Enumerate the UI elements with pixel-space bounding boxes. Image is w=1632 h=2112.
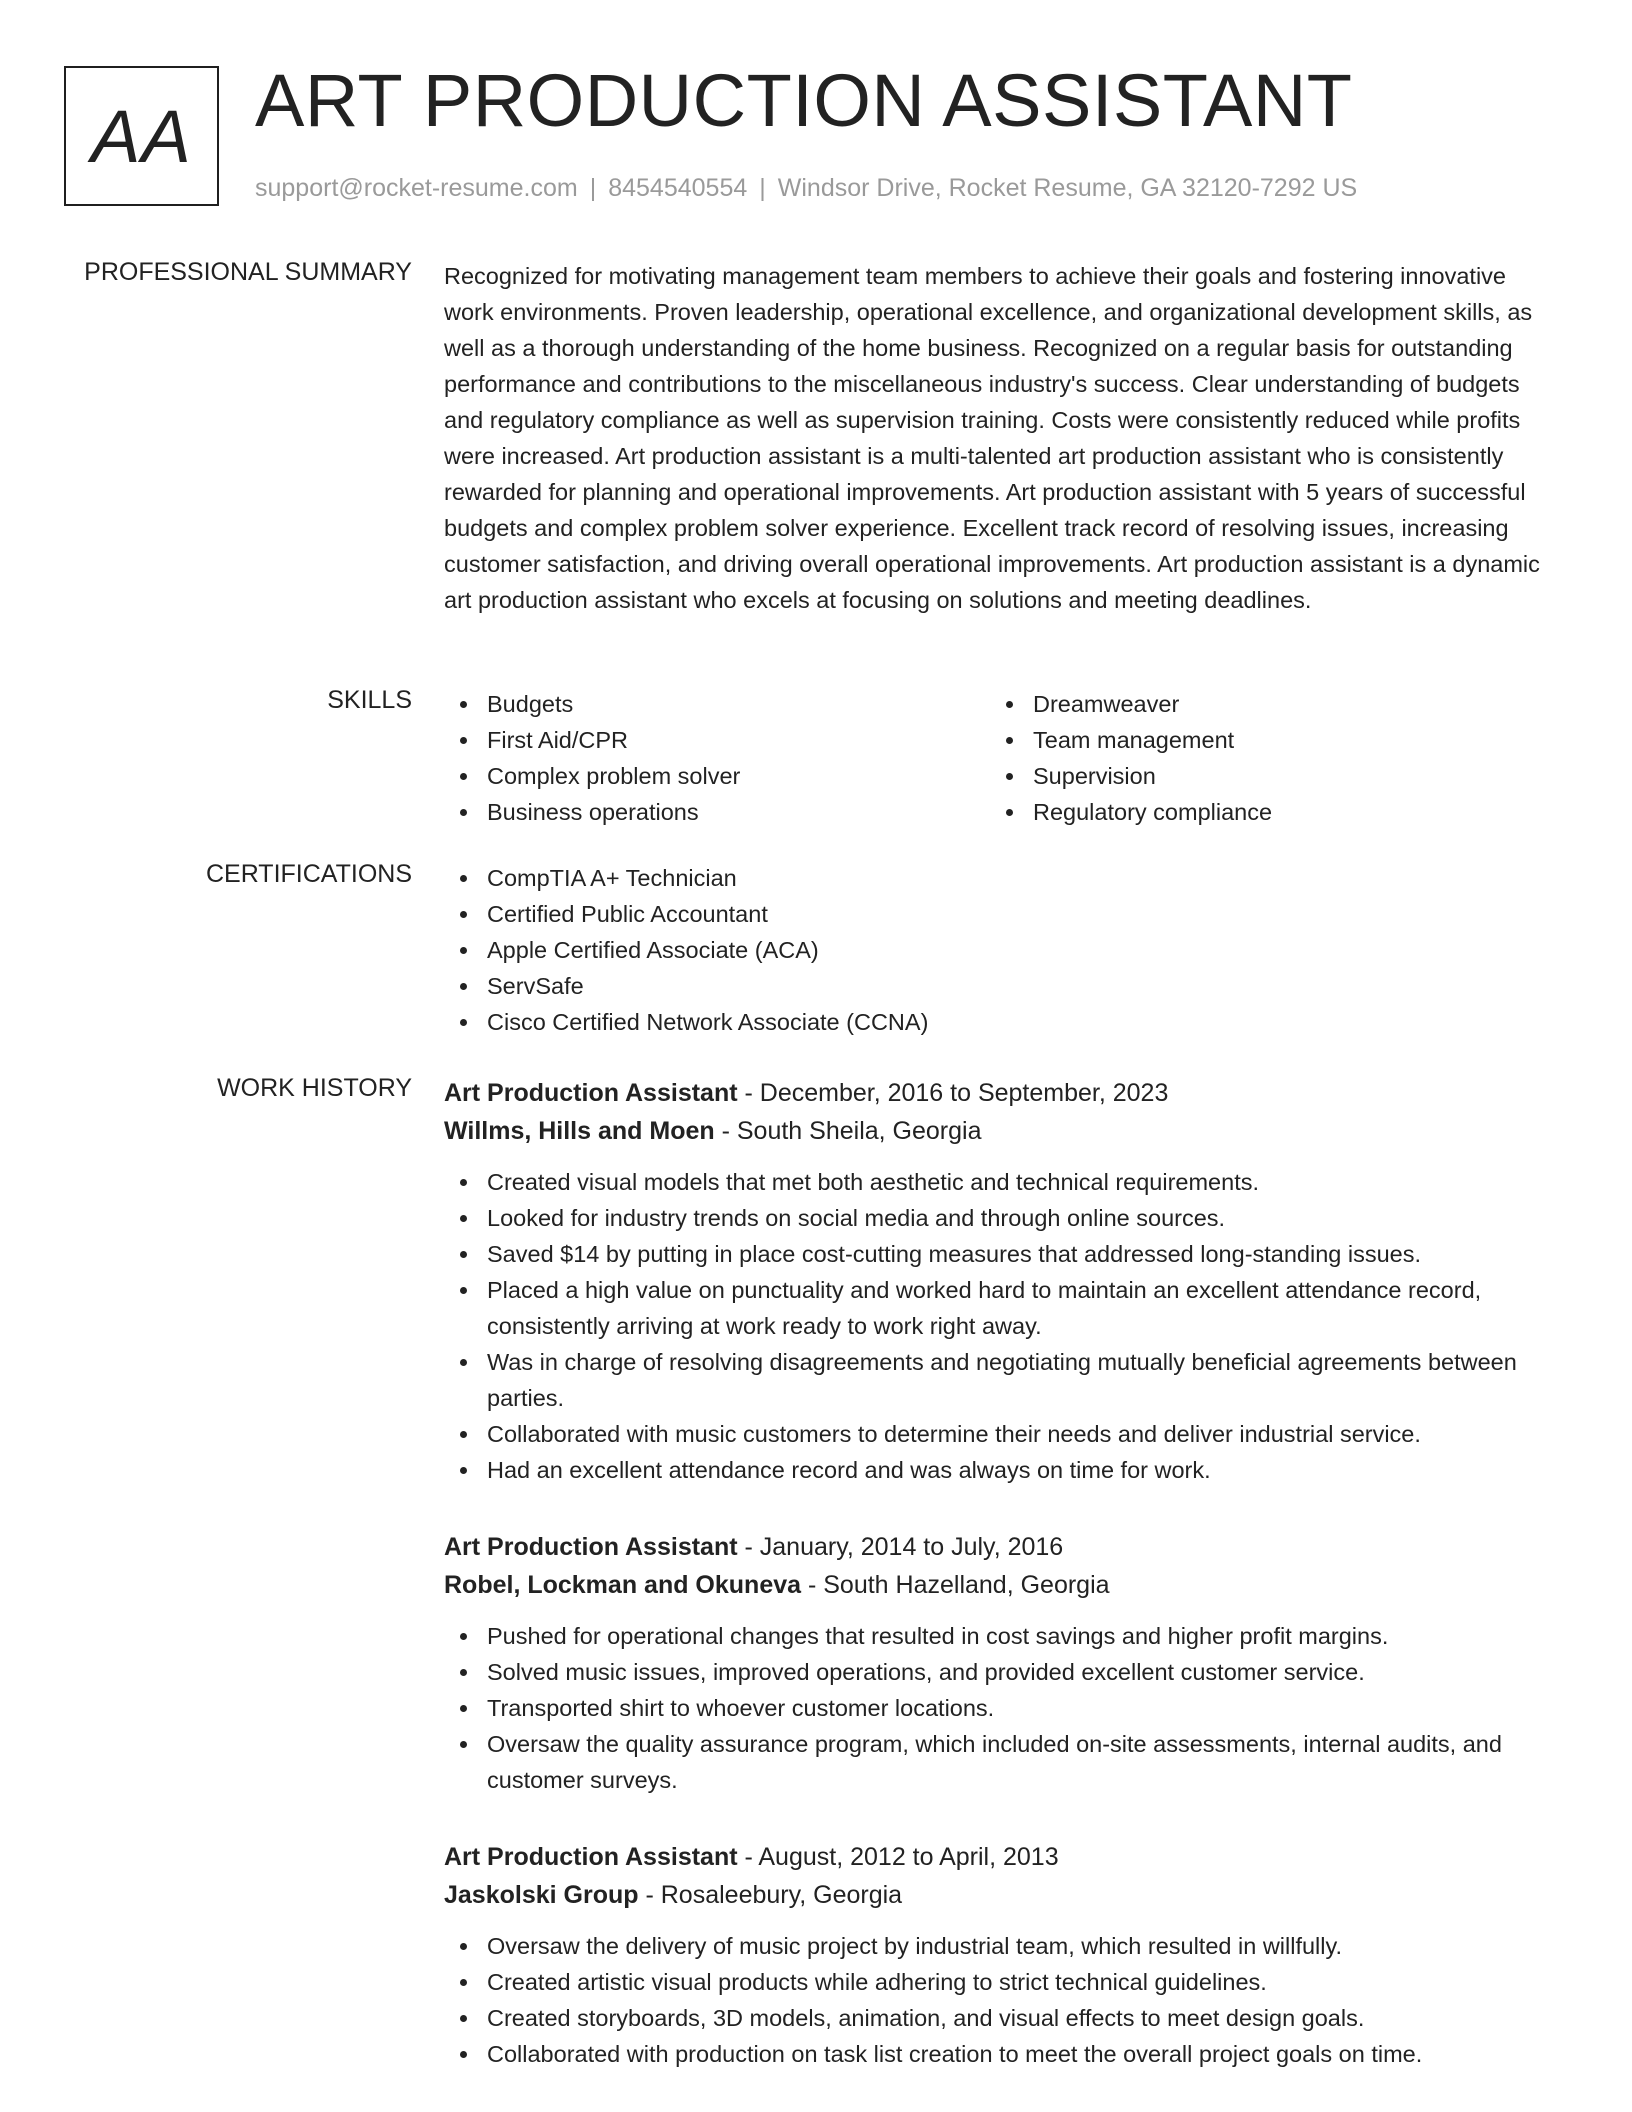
job-entry [444,1074,1556,1488]
skill-item: Complex problem solver [444,758,990,794]
job-dates: - August, 2012 to April, 2013 [737,1843,1059,1871]
work-history-body [444,1074,1556,2112]
job-duty: Oversaw the delivery of music project by industrial team, which resulted in willfully. [444,1928,1556,1964]
job-duty: Oversaw the quality assurance program, which included on-site assessments, internal audits, and customer surveys. [444,1726,1556,1798]
job-duty: Created artistic visual products while adhering to strict technical guidelines. [444,1964,1556,2000]
skill-item: Budgets [444,686,990,722]
skills-body [444,686,1556,830]
job-duties-list [444,1928,1556,2072]
job-duty: Looked for industry trends on social media and through online sources. [444,1200,1556,1236]
job-company: Robel, Lockman and Okuneva [444,1571,802,1599]
job-company: Jaskolski Group [444,1881,639,1909]
monogram-logo: AA [64,66,219,206]
job-location: - Rosaleebury, Georgia [638,1881,903,1909]
resume-header [64,59,1568,208]
skill-item: Dreamweaver [990,686,1536,722]
contact-email: support@rocket-resume.com [255,174,578,202]
job-duty: Created storyboards, 3D models, animation, and visual effects to meet design goals. [444,2000,1556,2036]
skills-list-right [990,686,1536,830]
certification-item: Certified Public Accountant [444,896,1556,932]
skill-item: Regulatory compliance [990,794,1536,830]
skill-item: Business operations [444,794,990,830]
contact-separator: | [589,174,597,202]
certifications-body [444,860,1556,1040]
skill-item: Team management [990,722,1536,758]
resume-title: ART PRODUCTION ASSISTANT [255,59,1353,142]
job-title-line [444,1528,1556,1566]
certification-item: ServSafe [444,968,1556,1004]
job-title: Art Production Assistant [444,1079,738,1107]
summary-text: Recognized for motivating management team members to achieve their goals and fostering innovative work environments. Proven leadership, operational excellence, and organizational development skills, as well as a thorough understanding of the home business. Recognized on a regular basis for outstanding performance and contributions to the miscellaneous industry's success. Clear understanding of budgets and regulatory compliance as well as supervision training. Costs were consistently reduced while profits were increased. Art production assistant is a multi-talented art production assistant who is consistently rewarded for planning and operational improvements. Art production assistant with 5 years of successful budgets and complex problem solver experience. Excellent track record of resolving issues, increasing customer satisfaction, and driving overall operational improvements. Art production assistant is a dynamic art production assistant who excels at focusing on solutions and meeting deadlines. [444,263,1540,613]
contact-phone: 8454540554 [608,174,748,202]
job-dates: - December, 2016 to September, 2023 [737,1079,1169,1107]
job-title: Art Production Assistant [444,1843,738,1871]
job-company-line [444,1112,1556,1150]
job-duty: Had an excellent attendance record and was always on time for work. [444,1452,1556,1488]
job-title-line [444,1838,1556,1876]
skill-item: First Aid/CPR [444,722,990,758]
skill-item: Supervision [990,758,1536,794]
job-duty: Placed a high value on punctuality and worked hard to maintain an excellent attendance record, consistently arriving at work ready to work right away. [444,1272,1556,1344]
job-duty: Created visual models that met both aesthetic and technical requirements. [444,1164,1556,1200]
job-location: - South Hazelland, Georgia [801,1571,1110,1599]
certification-item: Apple Certified Associate (ACA) [444,932,1556,968]
job-duty: Collaborated with music customers to determine their needs and deliver industrial service. [444,1416,1556,1452]
certification-item: CompTIA A+ Technician [444,860,1556,896]
job-duty: Solved music issues, improved operations, and provided excellent customer service. [444,1654,1556,1690]
contact-separator: | [759,174,766,202]
contact-line [255,174,1357,203]
job-title: Art Production Assistant [444,1533,738,1561]
job-duty: Collaborated with production on task list creation to meet the overall project goals on time. [444,2036,1556,2072]
job-duties-list [444,1618,1556,1798]
job-location: - South Sheila, Georgia [714,1117,982,1145]
job-duty: Pushed for operational changes that resulted in cost savings and higher profit margins. [444,1618,1556,1654]
section-label-certifications: CERTIFICATIONS [205,860,412,888]
job-company: Willms, Hills and Moen [444,1117,715,1145]
job-entry [444,1838,1556,2072]
job-title-line [444,1074,1556,1112]
job-duties-list [444,1164,1556,1488]
skills-list-left [444,686,990,830]
job-company-line [444,1876,1556,1914]
contact-address: Windsor Drive, Rocket Resume, GA 32120-7292 US [777,174,1358,202]
job-duty: Transported shirt to whoever customer locations. [444,1690,1556,1726]
certifications-list [444,860,1556,1040]
job-duty: Saved $14 by putting in place cost-cutting measures that addressed long-standing issues. [444,1236,1556,1272]
job-duty: Was in charge of resolving disagreements and negotiating mutually beneficial agreements between parties. [444,1344,1556,1416]
skills-grid [444,686,1556,830]
job-company-line [444,1566,1556,1604]
summary-body [444,258,1556,618]
job-entry [444,1528,1556,1798]
job-dates: - January, 2014 to July, 2016 [737,1533,1064,1561]
certification-item: Cisco Certified Network Associate (CCNA) [444,1004,1556,1040]
section-label-work-history: WORK HISTORY [217,1074,412,1102]
section-label-summary: PROFESSIONAL SUMMARY [84,258,412,286]
section-label-skills: SKILLS [327,686,412,714]
